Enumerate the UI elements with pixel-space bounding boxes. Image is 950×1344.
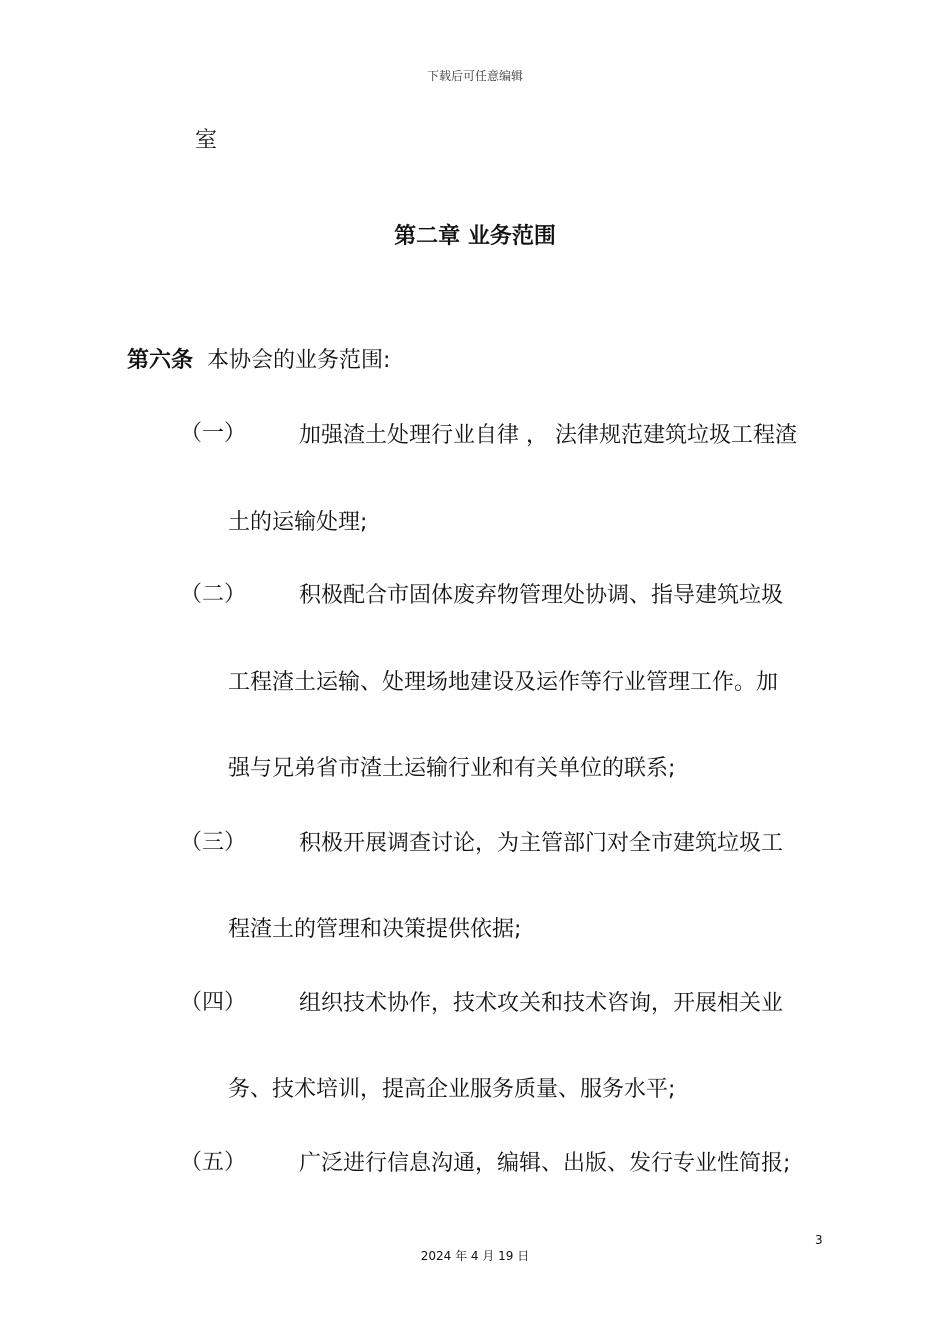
item-4-line-1: 组织技术协作，技术攻关和技术咨询，开展相关业 <box>299 991 784 1016</box>
article-heading <box>127 343 390 374</box>
item-2-line-3: 强与兄弟省市渣土运输行业和有关单位的联系; <box>228 756 676 781</box>
page-number: 3 <box>815 1233 823 1247</box>
page-header-note: 下载后可任意编辑 <box>426 69 523 83</box>
chapter-title: 第二章 业务范围 <box>394 224 556 249</box>
item-1-line-2: 土的运输处理; <box>228 510 368 535</box>
item-3-line-1: 积极开展调查讨论，为主管部门对全市建筑垃圾工 <box>299 831 784 856</box>
item-2-line-1: 积极配合市固体废弃物管理处协调、指导建筑垃圾 <box>299 583 784 608</box>
item-label-1: （一） <box>180 421 247 446</box>
item-3-line-2: 程渣土的管理和决策提供依据; <box>228 917 522 942</box>
item-4-line-2: 务、技术培训，提高企业服务质量、服务水平; <box>228 1077 676 1102</box>
item-label-3: （三） <box>180 830 247 855</box>
item-label-5: （五） <box>180 1150 247 1175</box>
article-label: 第六条 <box>127 348 194 373</box>
item-1-line-1: 加强渣土处理行业自律 ， 法律规范建筑垃圾工程渣 <box>299 423 797 448</box>
carried-over-text: 室 <box>195 128 218 153</box>
article-text: 本协会的业务范围: <box>207 348 391 373</box>
footer-date: 2024 年 4 月 19 日 <box>420 1249 530 1263</box>
item-label-4: （四） <box>180 990 247 1015</box>
item-2-line-2: 工程渣土运输、处理场地建设及运作等行业管理工作。加 <box>228 670 779 695</box>
item-5-line-1: 广泛进行信息沟通，编辑、出版、发行专业性简报; <box>299 1151 791 1176</box>
item-label-2: （二） <box>180 582 247 607</box>
